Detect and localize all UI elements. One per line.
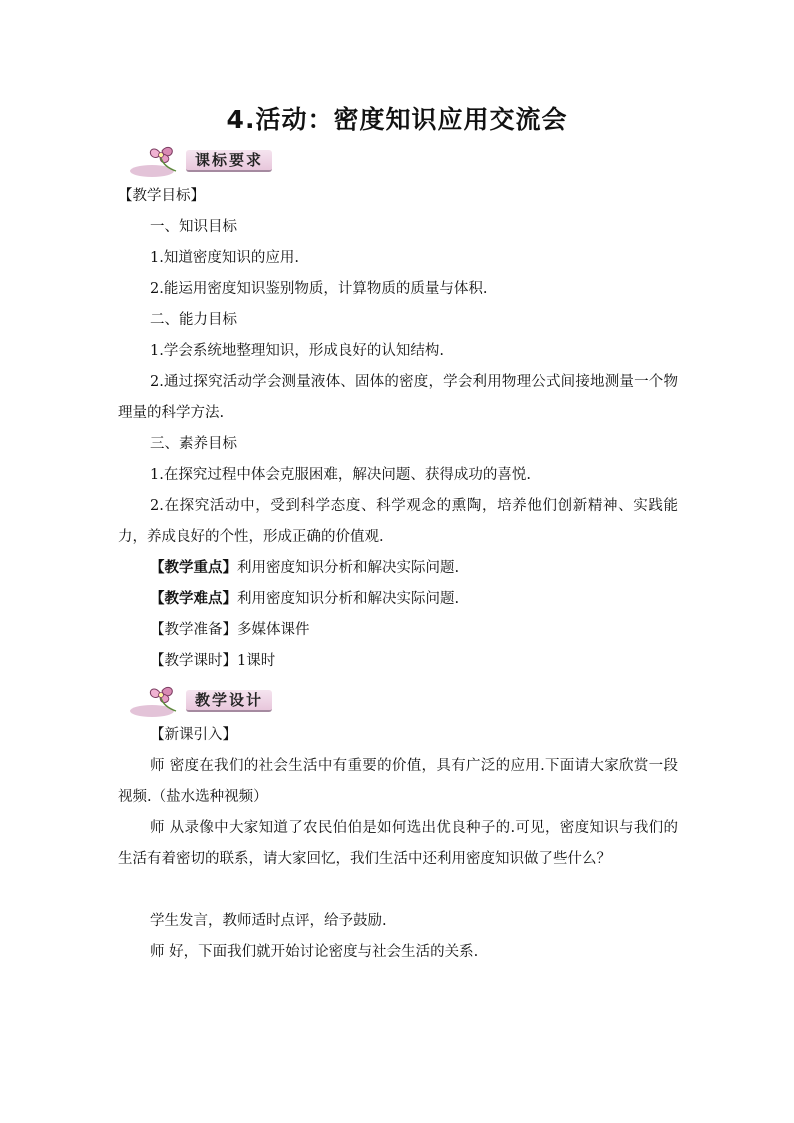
hours-label: 【教学课时】 — [150, 653, 237, 669]
key-point-text: 利用密度知识分析和解决实际问题. — [237, 560, 460, 576]
quality-goal-1: 1.在探究过程中体会克服困难，解决问题、获得成功的喜悦. — [150, 467, 531, 483]
teaching-key-point — [150, 558, 710, 578]
flower-icon — [130, 683, 190, 719]
section-badge-standard — [130, 143, 280, 179]
heading-quality-goals: 三、素养目标 — [150, 436, 237, 452]
badge-label: 教学设计 — [186, 690, 272, 712]
intro-paragraph-4: 师 好，下面我们就开始讨论密度与社会生活的关系. — [150, 944, 479, 960]
page-title: 4.活动：密度知识应用交流会 — [226, 105, 568, 134]
teaching-hours — [150, 651, 710, 671]
badge-label: 课标要求 — [186, 150, 272, 172]
teaching-preparation — [150, 620, 710, 640]
prep-text: 多媒体课件 — [237, 622, 310, 638]
heading-ability-goals: 二、能力目标 — [150, 312, 237, 328]
ability-goal-1: 1.学会系统地整理知识，形成良好的认知结构. — [150, 343, 444, 359]
hours-text: 1课时 — [237, 653, 276, 669]
key-point-label: 【教学重点】 — [150, 559, 237, 576]
difficulty-label: 【教学难点】 — [150, 590, 237, 607]
intro-paragraph-1: 师 密度在我们的社会生活中有重要的价值，具有广泛的应用.下面请大家欣赏一段视频.（盐水选种视频） — [118, 758, 678, 805]
section-badge-design — [130, 683, 280, 719]
intro-paragraph-3: 学生发言，教师适时点评，给予鼓励. — [150, 913, 387, 929]
prep-label: 【教学准备】 — [150, 622, 237, 638]
heading-teaching-goals: 【教学目标】 — [118, 188, 205, 204]
teaching-difficulty — [150, 589, 710, 609]
difficulty-text: 利用密度知识分析和解决实际问题. — [237, 591, 460, 607]
heading-new-lesson-intro: 【新课引入】 — [150, 727, 237, 743]
flower-icon — [130, 143, 190, 179]
quality-goal-2: 2.在探究活动中，受到科学态度、科学观念的熏陶，培养他们创新精神、实践能力，养成良好的个性，形成正确的价值观. — [118, 498, 678, 545]
knowledge-goal-2: 2.能运用密度知识鉴别物质，计算物质的质量与体积. — [150, 281, 488, 297]
heading-knowledge-goals: 一、知识目标 — [150, 219, 237, 235]
intro-paragraph-2: 师 从录像中大家知道了农民伯伯是如何选出优良种子的.可见，密度知识与我们的生活有着密切的联系，请大家回忆，我们生活中还利用密度知识做了些什么？ — [118, 820, 678, 867]
knowledge-goal-1: 1.知道密度知识的应用. — [150, 250, 299, 266]
ability-goal-2: 2.通过探究活动学会测量液体、固体的密度，学会利用物理公式间接地测量一个物理量的科学方法. — [118, 374, 678, 421]
